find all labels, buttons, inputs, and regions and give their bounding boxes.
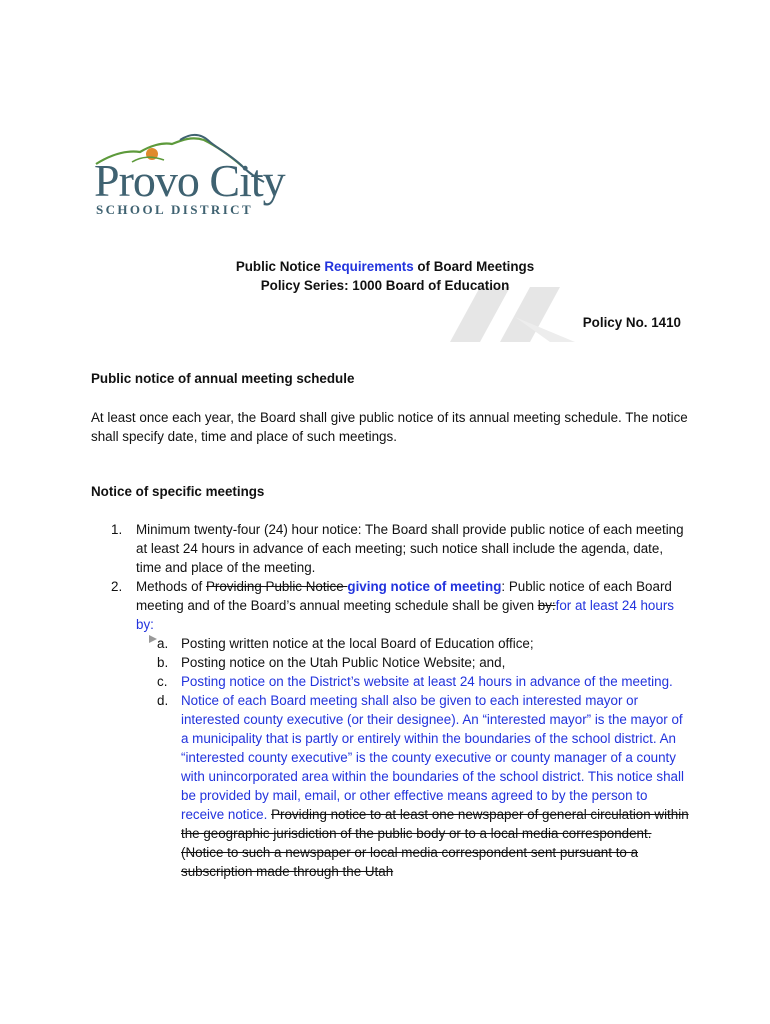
logo-subtitle: SCHOOL DISTRICT bbox=[96, 202, 254, 217]
list-item bbox=[91, 520, 691, 577]
item2-pre: Methods of bbox=[136, 579, 206, 594]
policy-number: Policy No. 1410 bbox=[582, 315, 681, 330]
notice-list bbox=[91, 520, 691, 881]
sub-list-item bbox=[91, 653, 691, 672]
sub-list-item bbox=[91, 691, 691, 881]
logo-name: Provo City bbox=[94, 155, 285, 206]
inserted-text: giving notice of meeting bbox=[347, 579, 502, 594]
section-body-annual: At least once each year, the Board shall give public notice of its annual meeting schedule. The notice shall specify date, time and place of such meetings. bbox=[91, 410, 688, 444]
sub-letter: d. bbox=[157, 693, 169, 708]
list-number: 1. bbox=[111, 522, 123, 537]
sub-letter: b. bbox=[157, 655, 169, 670]
struck-text: Providing Public Notice bbox=[205, 579, 348, 594]
sub-list-item bbox=[91, 672, 691, 691]
sub-letter: c. bbox=[157, 674, 168, 689]
sub-item-text: Posting notice on the Utah Public Notice Website; and, bbox=[181, 655, 506, 670]
list-item bbox=[91, 577, 691, 634]
district-logo bbox=[92, 132, 292, 222]
section-heading-annual: Public notice of annual meeting schedule bbox=[91, 371, 355, 386]
sub-letter: a. bbox=[157, 636, 169, 651]
policy-series: Policy Series: 1000 Board of Education bbox=[260, 278, 510, 293]
sub-item-text: Posting written notice at the local Board of Education office; bbox=[181, 636, 534, 651]
section-heading-specific: Notice of specific meetings bbox=[91, 484, 265, 499]
sub-list-item bbox=[91, 634, 691, 653]
inserted-text: Notice of each Board meeting shall also be given to each interested mayor or interested county executive (or their designee). An “interested mayor” is the mayor of a municipality that is partly or entirely within the boundaries of the school district. An “interested county executive” is the county executive or county manager of a county with unincorporated area within the boundaries of the school district. This notice shall be provided by mail, email, or other effective means agreed to by the person to receive notice. bbox=[181, 693, 684, 822]
title-pre: Public Notice bbox=[235, 259, 325, 274]
struck-text: by: bbox=[537, 598, 556, 613]
title-post: of Board Meetings bbox=[413, 259, 535, 274]
list-number: 2. bbox=[111, 579, 123, 594]
inserted-text: Posting notice on the District’s website at least 24 hours in advance of the meeting. bbox=[181, 674, 673, 689]
margin-mark-icon bbox=[148, 634, 158, 644]
document-title bbox=[0, 259, 770, 274]
list-item-text: Minimum twenty-four (24) hour notice: The Board shall provide public notice of each meeting at least 24 hours in advance of each meeting; such notice shall include the agenda, date, time and place of the meeting. bbox=[136, 522, 684, 575]
title-accent: Requirements bbox=[324, 259, 414, 274]
struck-text: Providing notice to at least one newspaper of general circulation within the geographic jurisdiction of the public body or to a local media correspondent. (Notice to such a newspaper or local media correspondent sent pursuant to a subscription made through the Utah bbox=[181, 807, 689, 879]
inserted-text: for at least 24 hours by: bbox=[136, 598, 674, 632]
item2-mid: : Public notice of each Board meeting and of the Board’s annual meeting schedule shall be given bbox=[136, 579, 672, 613]
